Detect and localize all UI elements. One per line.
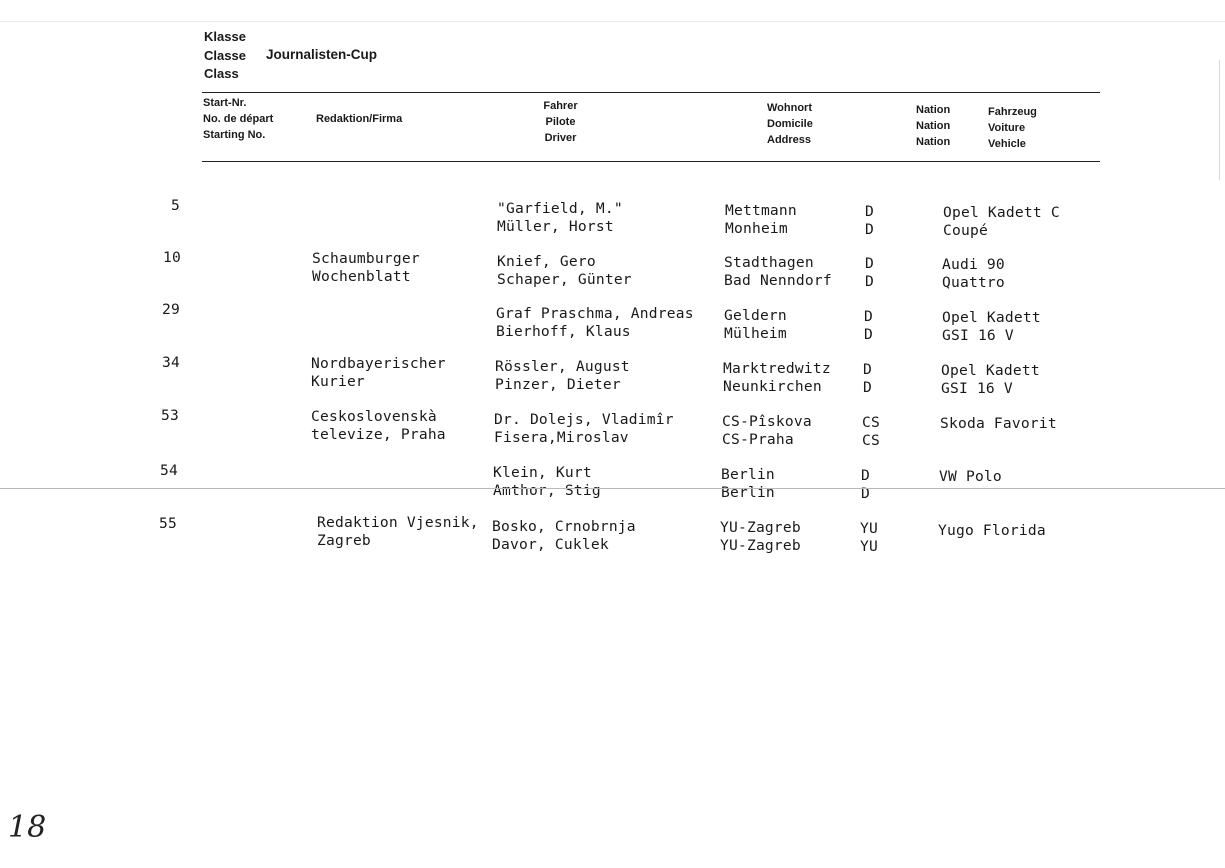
scan-fold-line (0, 488, 1225, 489)
domicile: Marktredwitz Neunkirchen (723, 360, 831, 395)
vehicle: Opel Kadett C Coupé (943, 204, 1060, 239)
domicile: Berlin Berlin (721, 466, 775, 501)
start-number: 34 (162, 354, 180, 371)
col-header-start-nr: Start-Nr. No. de départ Starting No. (203, 97, 274, 141)
col-header-wohnort: Wohnort Domicile Address (767, 102, 813, 146)
vehicle: Skoda Favorit (940, 415, 1057, 432)
driver-names: Dr. Dolejs, Vladimîr Fisera,Miroslav (494, 411, 674, 446)
scan-top-edge (0, 21, 1225, 22)
driver-names: Bosko, Crnobrnja Davor, Cuklek (492, 518, 636, 553)
nation-code: CS CS (862, 414, 880, 449)
domicile: YU-Zagreb YU-Zagreb (720, 519, 801, 554)
vehicle: Yugo Florida (938, 522, 1046, 539)
start-number: 29 (162, 301, 180, 318)
col-header-fahrzeug: Fahrzeug Voiture Vehicle (988, 106, 1037, 150)
publication: Nordbayerischer Kurier (311, 355, 446, 390)
klasse-label-en: Class (204, 66, 239, 81)
col-header-fahrer: Fahrer Pilote Driver (543, 100, 578, 144)
driver-names: "Garfield, M." Müller, Horst (497, 200, 623, 235)
nation-code: D D (861, 467, 870, 502)
klasse-labels (204, 28, 246, 84)
nation-code: D D (864, 308, 873, 343)
vehicle: VW Polo (939, 468, 1002, 485)
nation-code: YU YU (860, 520, 878, 555)
start-number: 10 (163, 249, 181, 266)
domicile: CS-Pîskova CS-Praha (722, 413, 812, 448)
col-header-nation: Nation Nation Nation (916, 104, 951, 148)
domicile: Geldern Mülheim (724, 307, 787, 342)
nation-code: D D (865, 255, 874, 290)
start-number: 53 (161, 407, 179, 424)
vehicle: Opel Kadett GSI 16 V (942, 309, 1041, 344)
domicile: Mettmann Monheim (725, 202, 797, 237)
header-top-rule (202, 92, 1100, 93)
driver-names: Graf Praschma, Andreas Bierhoff, Klaus (496, 305, 694, 340)
start-number: 5 (171, 197, 180, 214)
vehicle: Audi 90 Quattro (942, 256, 1005, 291)
scan-right-edge (1219, 60, 1220, 180)
domicile: Stadthagen Bad Nenndorf (724, 254, 832, 289)
nation-code: D D (865, 203, 874, 238)
col-header-redaktion: Redaktion/Firma (316, 113, 403, 125)
header-bottom-rule (202, 161, 1100, 162)
driver-names: Knief, Gero Schaper, Günter (497, 253, 632, 288)
driver-names: Rössler, August Pinzer, Dieter (495, 358, 630, 393)
start-number: 55 (159, 515, 177, 532)
klasse-label-fr: Classe (204, 47, 246, 63)
publication: Ceskoslovenskà televize, Praha (311, 408, 446, 443)
publication: Redaktion Vjesnik, Zagreb (317, 514, 479, 549)
page-number: 18 (8, 810, 47, 845)
publication: Schaumburger Wochenblatt (312, 250, 420, 285)
start-number: 54 (160, 462, 178, 479)
klasse-label-de: Klasse (204, 29, 246, 44)
vehicle: Opel Kadett GSI 16 V (941, 362, 1040, 397)
driver-names: Klein, Kurt Amthor, Stig (493, 464, 601, 499)
nation-code: D D (863, 361, 872, 396)
class-name: Journalisten-Cup (266, 47, 378, 62)
